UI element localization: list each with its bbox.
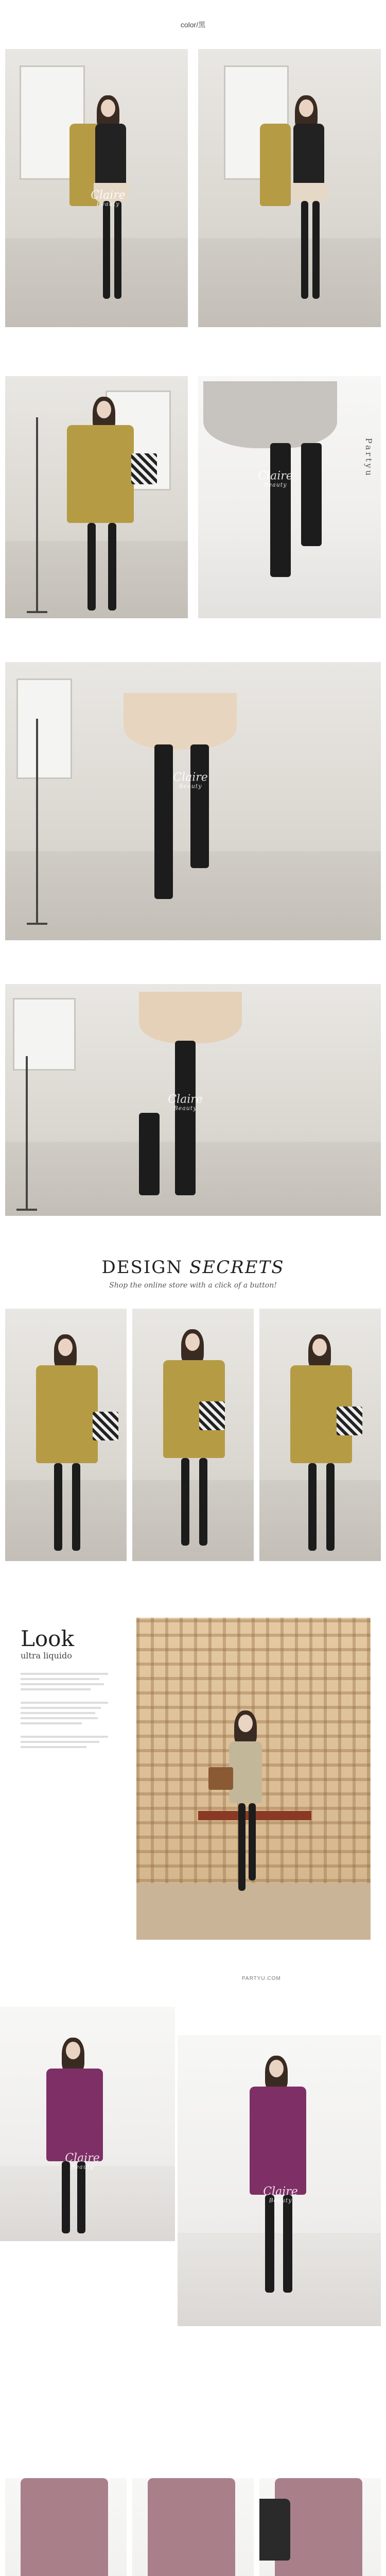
photo-section-4 bbox=[0, 984, 386, 1226]
purple-coat-photo-left: Claire Beauty bbox=[0, 2007, 175, 2241]
checkered-bag-icon bbox=[199, 1401, 225, 1430]
purple-coat-photo-right: Claire Beauty bbox=[178, 2035, 381, 2326]
color-label: color/黑 bbox=[180, 21, 206, 29]
floral-panel-right bbox=[259, 2478, 381, 2576]
skirt-closeup-photo: Partyu Claire Beauty bbox=[198, 376, 381, 618]
look-section bbox=[0, 1618, 386, 1953]
checkered-bag-icon bbox=[93, 1412, 118, 1440]
photo-section-3 bbox=[0, 662, 386, 951]
purple-coat-section bbox=[0, 1976, 386, 2339]
mannequin-stand-icon bbox=[26, 1056, 28, 1211]
mannequin-stand-icon bbox=[36, 417, 38, 613]
three-panel-center bbox=[132, 1309, 254, 1561]
look-subheading: ultra liquido bbox=[21, 1651, 72, 1660]
three-panel-right bbox=[259, 1309, 381, 1561]
design-secrets-header bbox=[0, 1244, 386, 1306]
photo-panel-right bbox=[198, 49, 381, 327]
floral-panel-center bbox=[132, 2478, 254, 2576]
look-text-block bbox=[21, 1628, 108, 1751]
skirt-wide-photo: Claire Beauty bbox=[5, 662, 381, 940]
floral-panel-left bbox=[5, 2478, 127, 2576]
mannequin-stand-icon bbox=[36, 719, 38, 925]
photo-section-2 bbox=[0, 376, 386, 629]
floral-three-section bbox=[0, 2478, 386, 2576]
checkered-bag-icon bbox=[337, 1406, 362, 1435]
look-heading: Look bbox=[21, 1626, 74, 1651]
three-panel-left bbox=[5, 1309, 127, 1561]
boots-wide-photo: Claire Beauty bbox=[5, 984, 381, 1216]
watermark: Claire Beauty bbox=[91, 189, 126, 208]
party-credit: PARTYU.COM bbox=[242, 1976, 281, 1981]
lattice-photo bbox=[136, 1618, 371, 1940]
photo-panel-left bbox=[5, 49, 188, 327]
header bbox=[0, 0, 386, 31]
photo-section-1 bbox=[0, 49, 386, 337]
design-subtitle: Shop the online store with a click of a button! bbox=[109, 1281, 277, 1290]
photo-section-5 bbox=[0, 1309, 386, 1571]
coat-mannequin-photo bbox=[5, 376, 188, 618]
vertical-brand: Partyu bbox=[364, 438, 374, 478]
design-title: DESIGN SECRETS bbox=[101, 1257, 285, 1278]
look-placeholder-lines bbox=[21, 1673, 108, 1748]
checkered-bag-icon bbox=[131, 453, 157, 484]
